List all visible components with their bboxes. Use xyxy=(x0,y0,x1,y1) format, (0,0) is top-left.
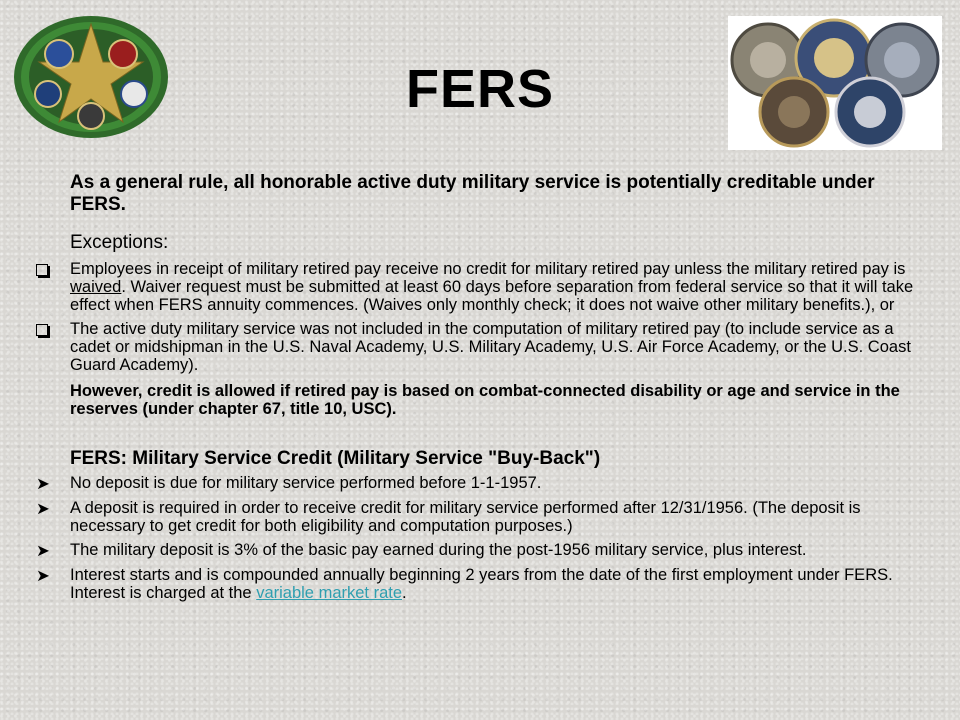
checkbox-bullet-icon xyxy=(36,320,70,340)
exception-text: The active duty military service was not included in the computation of military retired pay (to include service as a cadet or midshipman in the U.S. Naval Academy, U.S. Military Academy, U.S. Air Force Academy, or the U.S. Coast Guard Academy). xyxy=(70,320,911,374)
waived-underlined: waived xyxy=(70,278,122,296)
exception-text: Employees in receipt of military retired pay receive no credit for military retired pay unless the military retired pay is xyxy=(70,260,906,278)
buyback-item xyxy=(36,474,926,493)
buyback-item xyxy=(36,499,926,535)
exception-item xyxy=(36,320,926,374)
buyback-item xyxy=(36,566,926,602)
variable-market-rate-link[interactable]: variable market rate xyxy=(256,584,403,602)
arrow-bullet-icon: ➤ xyxy=(36,542,50,560)
exceptions-label: Exceptions: xyxy=(70,232,169,253)
arrow-bullet-icon: ➤ xyxy=(36,567,50,585)
buyback-item xyxy=(36,541,926,560)
buyback-text: A deposit is required in order to receive credit for military service performed after 12/31/1956. (The deposit is necessary to get credit for both eligibility and computation purposes.) xyxy=(70,499,861,535)
arrow-bullet-icon: ➤ xyxy=(36,500,50,518)
arrow-bullet-icon: ➤ xyxy=(36,475,50,493)
buyback-heading: FERS: Military Service Credit (Military Service "Buy-Back") xyxy=(70,448,601,469)
buyback-text-end: . xyxy=(402,584,407,602)
buyback-text: The military deposit is 3% of the basic pay earned during the post-1956 military service, plus interest. xyxy=(70,541,807,559)
slide-title: FERS xyxy=(405,59,555,119)
exception-text-cont: . Waiver request must be submitted at least 60 days before separation from federal service so that it will take effect when FERS annuity commences. (Waives only monthly check; it does not waive other military benefits.), or xyxy=(70,278,914,314)
slide-content xyxy=(36,172,926,602)
however-note: However, credit is allowed if retired pay is based on combat-connected disability or age and service in the reserves (under chapter 67, title 10, USC). xyxy=(70,382,900,418)
checkbox-bullet-icon xyxy=(36,260,70,280)
exception-item xyxy=(36,260,926,314)
buyback-text: Interest starts and is compounded annually beginning 2 years from the date of the first employment under FERS. Interest is charged at the xyxy=(70,566,893,602)
intro-paragraph: As a general rule, all honorable active duty military service is potentially creditable under FERS. xyxy=(70,172,875,215)
buyback-text: No deposit is due for military service performed before 1-1-1957. xyxy=(70,474,542,492)
